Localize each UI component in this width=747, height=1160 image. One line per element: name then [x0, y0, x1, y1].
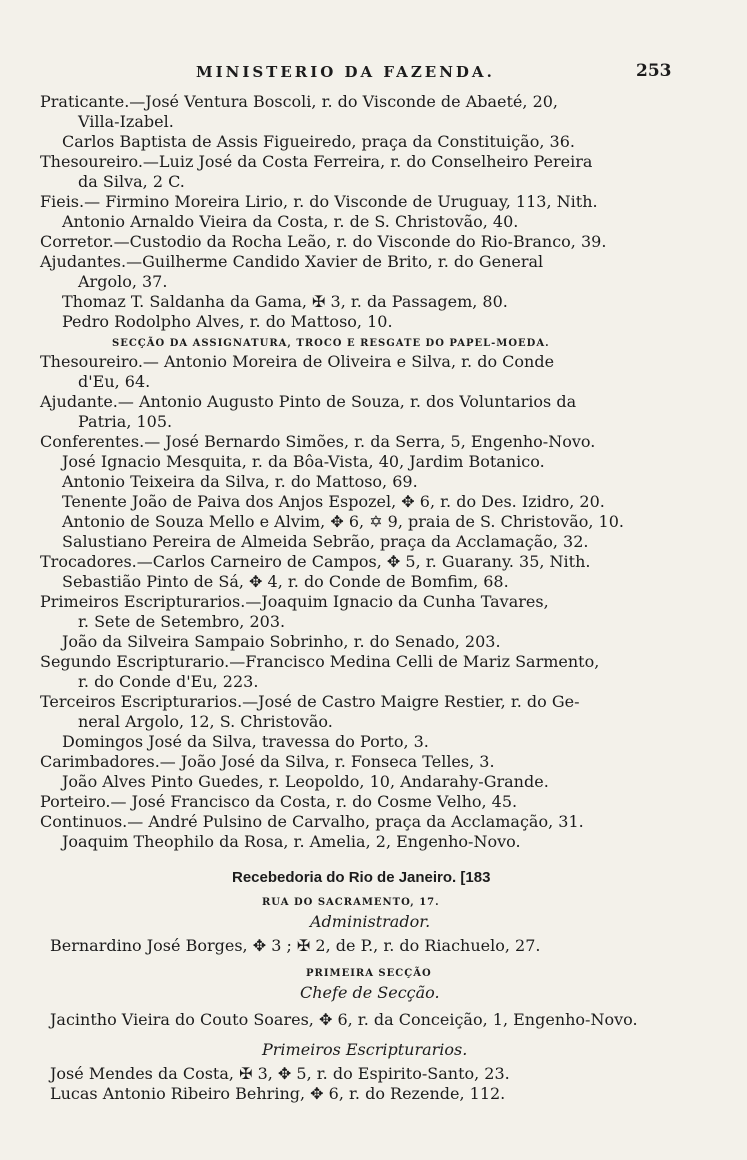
text-line: Porteiro.— José Francisco da Costa, r. do Cosme Velho, 45. [40, 792, 518, 811]
section-heading: Recebedoria do Rio de Janeiro. [183 [232, 869, 491, 886]
text-line: Patria, 105. [78, 412, 173, 431]
section-subheading: SECÇÃO DA ASSIGNATURA, TROCO E RESGATE DO PAPEL-MOEDA. [112, 338, 550, 349]
text-line: Bernardino José Borges, ✥ 3 ; ✠ 2, de P., r. do Riachuelo, 27. [50, 936, 541, 955]
text-line: Primeiros Escripturarios.—Joaquim Ignacio da Cunha Tavares, [40, 592, 549, 611]
text-line: Antonio Teixeira da Silva, r. do Mattoso, 69. [62, 472, 418, 491]
role-heading: Primeiros Escripturarios. [262, 1040, 468, 1059]
text-line: Antonio Arnaldo Vieira da Costa, r. de S. Christovão, 40. [62, 212, 519, 231]
text-line: r. do Conde d'Eu, 223. [78, 672, 259, 691]
text-line: José Ignacio Mesquita, r. da Bôa-Vista, 40, Jardim Botanico. [62, 452, 545, 471]
text-line: da Silva, 2 C. [78, 172, 185, 191]
text-line: Antonio de Souza Mello e Alvim, ✥ 6, ✡ 9, praia de S. Christovão, 10. [62, 512, 624, 531]
text-line: Thesoureiro.—Luiz José da Costa Ferreira, r. do Conselheiro Pereira [40, 152, 593, 171]
text-line: Ajudante.— Antonio Augusto Pinto de Souza, r. dos Voluntarios da [40, 392, 577, 411]
text-line: Conferentes.— José Bernardo Simões, r. da Serra, 5, Engenho-Novo. [40, 432, 596, 451]
address-subheading: RUA DO SACRAMENTO, 17. [262, 897, 440, 908]
text-line: r. Sete de Setembro, 203. [78, 612, 286, 631]
text-line: d'Eu, 64. [78, 372, 151, 391]
text-line: Tenente João de Paiva dos Anjos Espozel, ✥ 6, r. do Des. Izidro, 20. [62, 492, 605, 511]
text-line: Domingos José da Silva, travessa do Porto, 3. [62, 732, 429, 751]
text-line: Continuos.— André Pulsino de Carvalho, praça da Acclamação, 31. [40, 812, 584, 831]
text-line: Ajudantes.—Guilherme Candido Xavier de Brito, r. do General [40, 252, 544, 271]
text-line: Villa-Izabel. [78, 112, 174, 131]
page-number: 253 [636, 61, 672, 81]
text-line: João da Silveira Sampaio Sobrinho, r. do Senado, 203. [62, 632, 501, 651]
running-header-title: MINISTERIO DA FAZENDA. [196, 63, 495, 81]
text-line: Trocadores.—Carlos Carneiro de Campos, ✥ 5, r. Guarany. 35, Nith. [40, 552, 591, 571]
text-line: Corretor.—Custodio da Rocha Leão, r. do Visconde do Rio-Branco, 39. [40, 232, 607, 251]
text-line: Carlos Baptista de Assis Figueiredo, praça da Constituição, 36. [62, 132, 575, 151]
text-line: João Alves Pinto Guedes, r. Leopoldo, 10, Andarahy-Grande. [62, 772, 549, 791]
text-line: Praticante.—José Ventura Boscoli, r. do Visconde de Abaeté, 20, [40, 92, 559, 111]
text-line: Terceiros Escripturarios.—José de Castro Maigre Restier, r. do Ge- [40, 692, 580, 711]
text-line: Fieis.— Firmino Moreira Lirio, r. do Visconde de Uruguay, 113, Nith. [40, 192, 598, 211]
text-line: Carimbadores.— João José da Silva, r. Fonseca Telles, 3. [40, 752, 495, 771]
section-subheading: PRIMEIRA SECÇÃO [306, 968, 432, 979]
role-heading: Chefe de Secção. [300, 983, 440, 1002]
role-heading: Administrador. [310, 912, 431, 931]
text-line: Sebastião Pinto de Sá, ✥ 4, r. do Conde de Bomfim, 68. [62, 572, 509, 591]
text-line: José Mendes da Costa, ✠ 3, ✥ 5, r. do Espirito-Santo, 23. [50, 1064, 510, 1083]
text-line: Thesoureiro.— Antonio Moreira de Oliveira e Silva, r. do Conde [40, 352, 555, 371]
text-line: neral Argolo, 12, S. Christovão. [78, 712, 333, 731]
text-line: Lucas Antonio Ribeiro Behring, ✥ 6, r. do Rezende, 112. [50, 1084, 506, 1103]
text-line: Jacintho Vieira do Couto Soares, ✥ 6, r. da Conceição, 1, Engenho-Novo. [50, 1010, 638, 1029]
text-line: Argolo, 37. [78, 272, 168, 291]
text-line: Segundo Escripturario.—Francisco Medina Celli de Mariz Sarmento, [40, 652, 600, 671]
text-line: Salustiano Pereira de Almeida Sebrão, praça da Acclamação, 32. [62, 532, 589, 551]
text-line: Pedro Rodolpho Alves, r. do Mattoso, 10. [62, 312, 393, 331]
text-line: Joaquim Theophilo da Rosa, r. Amelia, 2, Engenho-Novo. [62, 832, 521, 851]
text-line: Thomaz T. Saldanha da Gama, ✠ 3, r. da Passagem, 80. [62, 292, 508, 311]
